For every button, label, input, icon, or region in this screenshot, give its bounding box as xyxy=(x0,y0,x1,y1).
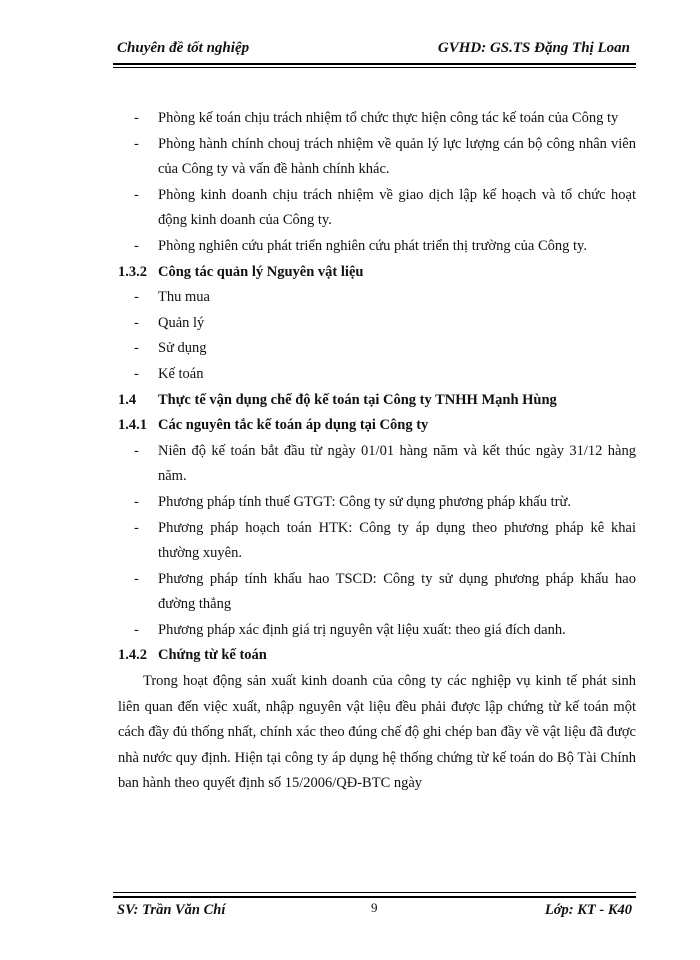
list-item-text: Phòng kinh doanh chịu trách nhiệm về giao dịch lập kế hoạch và tổ chức hoạt động kinh doanh của Công ty. xyxy=(158,186,636,229)
list-item-text: Niên độ kế toán bắt đầu từ ngày 01/01 hàng năm và kết thúc ngày 31/12 hàng năm. xyxy=(158,442,636,485)
bullet-dash: - xyxy=(134,340,139,357)
list-item-text: Phương pháp tính thuế GTGT: Công ty sử dụng phương pháp khấu trừ. xyxy=(158,493,571,510)
header-supervisor: GVHD: GS.TS Đặng Thị Loan xyxy=(437,40,630,56)
bullet-dash: - xyxy=(134,110,139,126)
list-item xyxy=(118,311,636,337)
bullet-dash: - xyxy=(134,186,139,203)
list-item xyxy=(118,106,636,132)
page-content xyxy=(118,106,636,797)
list-item xyxy=(118,336,636,362)
section-number: 1.4.1 xyxy=(118,417,147,434)
page-number: 9 xyxy=(371,900,378,915)
list-item xyxy=(118,362,636,388)
footer-class: Lớp: KT - K40 xyxy=(544,902,632,918)
section-heading xyxy=(118,413,636,439)
bullet-dash: - xyxy=(134,289,139,306)
section-title: Công tác quản lý Nguyên vật liệu xyxy=(158,263,364,280)
section-number: 1.4 xyxy=(118,391,137,408)
list-item-text: Phòng hành chính chouj trách nhiệm về quản lý lực lượng cán bộ công nhân viên của Công ty và vấn đề hành chính khác. xyxy=(158,135,636,178)
list-item xyxy=(118,234,636,260)
list-item-text: Phòng nghiên cứu phát triển nghiên cứu phát triển thị trường của Công ty. xyxy=(158,237,587,254)
list-item xyxy=(118,285,636,311)
list-item-text: Kế toán xyxy=(158,365,204,382)
bullet-dash: - xyxy=(134,237,139,254)
list-item-text: Quản lý xyxy=(158,314,205,331)
bullet-dash: - xyxy=(134,365,139,382)
list-item xyxy=(118,439,636,490)
list-item xyxy=(118,618,636,644)
list-item xyxy=(118,516,636,567)
bullet-dash: - xyxy=(134,570,139,587)
list-item-text: Sử dụng xyxy=(158,340,207,357)
section-number: 1.3.2 xyxy=(118,263,147,280)
list-item xyxy=(118,132,636,183)
bullet-dash: - xyxy=(134,493,139,510)
list-item-text: Phương pháp xác định giá trị nguyên vật liệu xuất: theo giá đích danh. xyxy=(158,621,566,638)
header-rule xyxy=(113,63,636,65)
list-item xyxy=(118,567,636,618)
list-item xyxy=(118,183,636,234)
section-title: Thực tế vận dụng chế độ kế toán tại Công ty TNHH Mạnh Hùng xyxy=(158,391,557,408)
header-rule-thin xyxy=(113,67,636,68)
header-title: Chuyên đề tốt nghiệp xyxy=(117,40,250,56)
list-item-text: Phương pháp hoạch toán HTK: Công ty áp dụng theo phương pháp kê khai thường xuyên. xyxy=(158,519,636,562)
section-heading xyxy=(118,260,636,286)
bullet-dash: - xyxy=(134,621,139,638)
section-heading xyxy=(118,388,636,414)
bullet-dash: - xyxy=(134,314,139,331)
page-header xyxy=(113,36,636,64)
section-number: 1.4.2 xyxy=(118,647,147,664)
page-footer xyxy=(113,898,636,924)
list-item xyxy=(118,490,636,516)
section-heading xyxy=(118,643,636,669)
footer-rule-thin xyxy=(113,892,636,893)
bullet-dash: - xyxy=(134,135,139,152)
body-paragraph: Trong hoạt động sản xuất kinh doanh của công ty các nghiệp vụ kinh tế phát sinh liên quan đến việc xuất, nhập nguyên vật liệu đều phải được lập chứng từ kế toán một cách đầy đủ thống nhất, chính xác theo đúng chế độ ghi chép ban đầy về vật liệu đã được nhà nước quy định. Hiện tại công ty áp dụng hệ thống chứng từ kế toán do Bộ Tài Chính ban hành theo quyết định số 15/2006/QĐ-BTC ngày xyxy=(118,673,636,792)
list-item-text: Thu mua xyxy=(158,289,210,306)
bullet-dash: - xyxy=(134,442,139,459)
bullet-dash: - xyxy=(134,519,139,536)
footer-student: SV: Trần Văn Chí xyxy=(117,902,226,918)
section-title: Các nguyên tắc kế toán áp dụng tại Công ty xyxy=(158,417,429,434)
list-item-text: Phòng kế toán chịu trách nhiệm tổ chức thực hiện công tác kế toán của Công ty xyxy=(158,110,619,126)
list-item-text: Phương pháp tính khấu hao TSCD: Công ty sử dụng phương pháp khấu hao đường thẳng xyxy=(158,570,636,613)
section-title: Chứng từ kế toán xyxy=(158,647,267,664)
